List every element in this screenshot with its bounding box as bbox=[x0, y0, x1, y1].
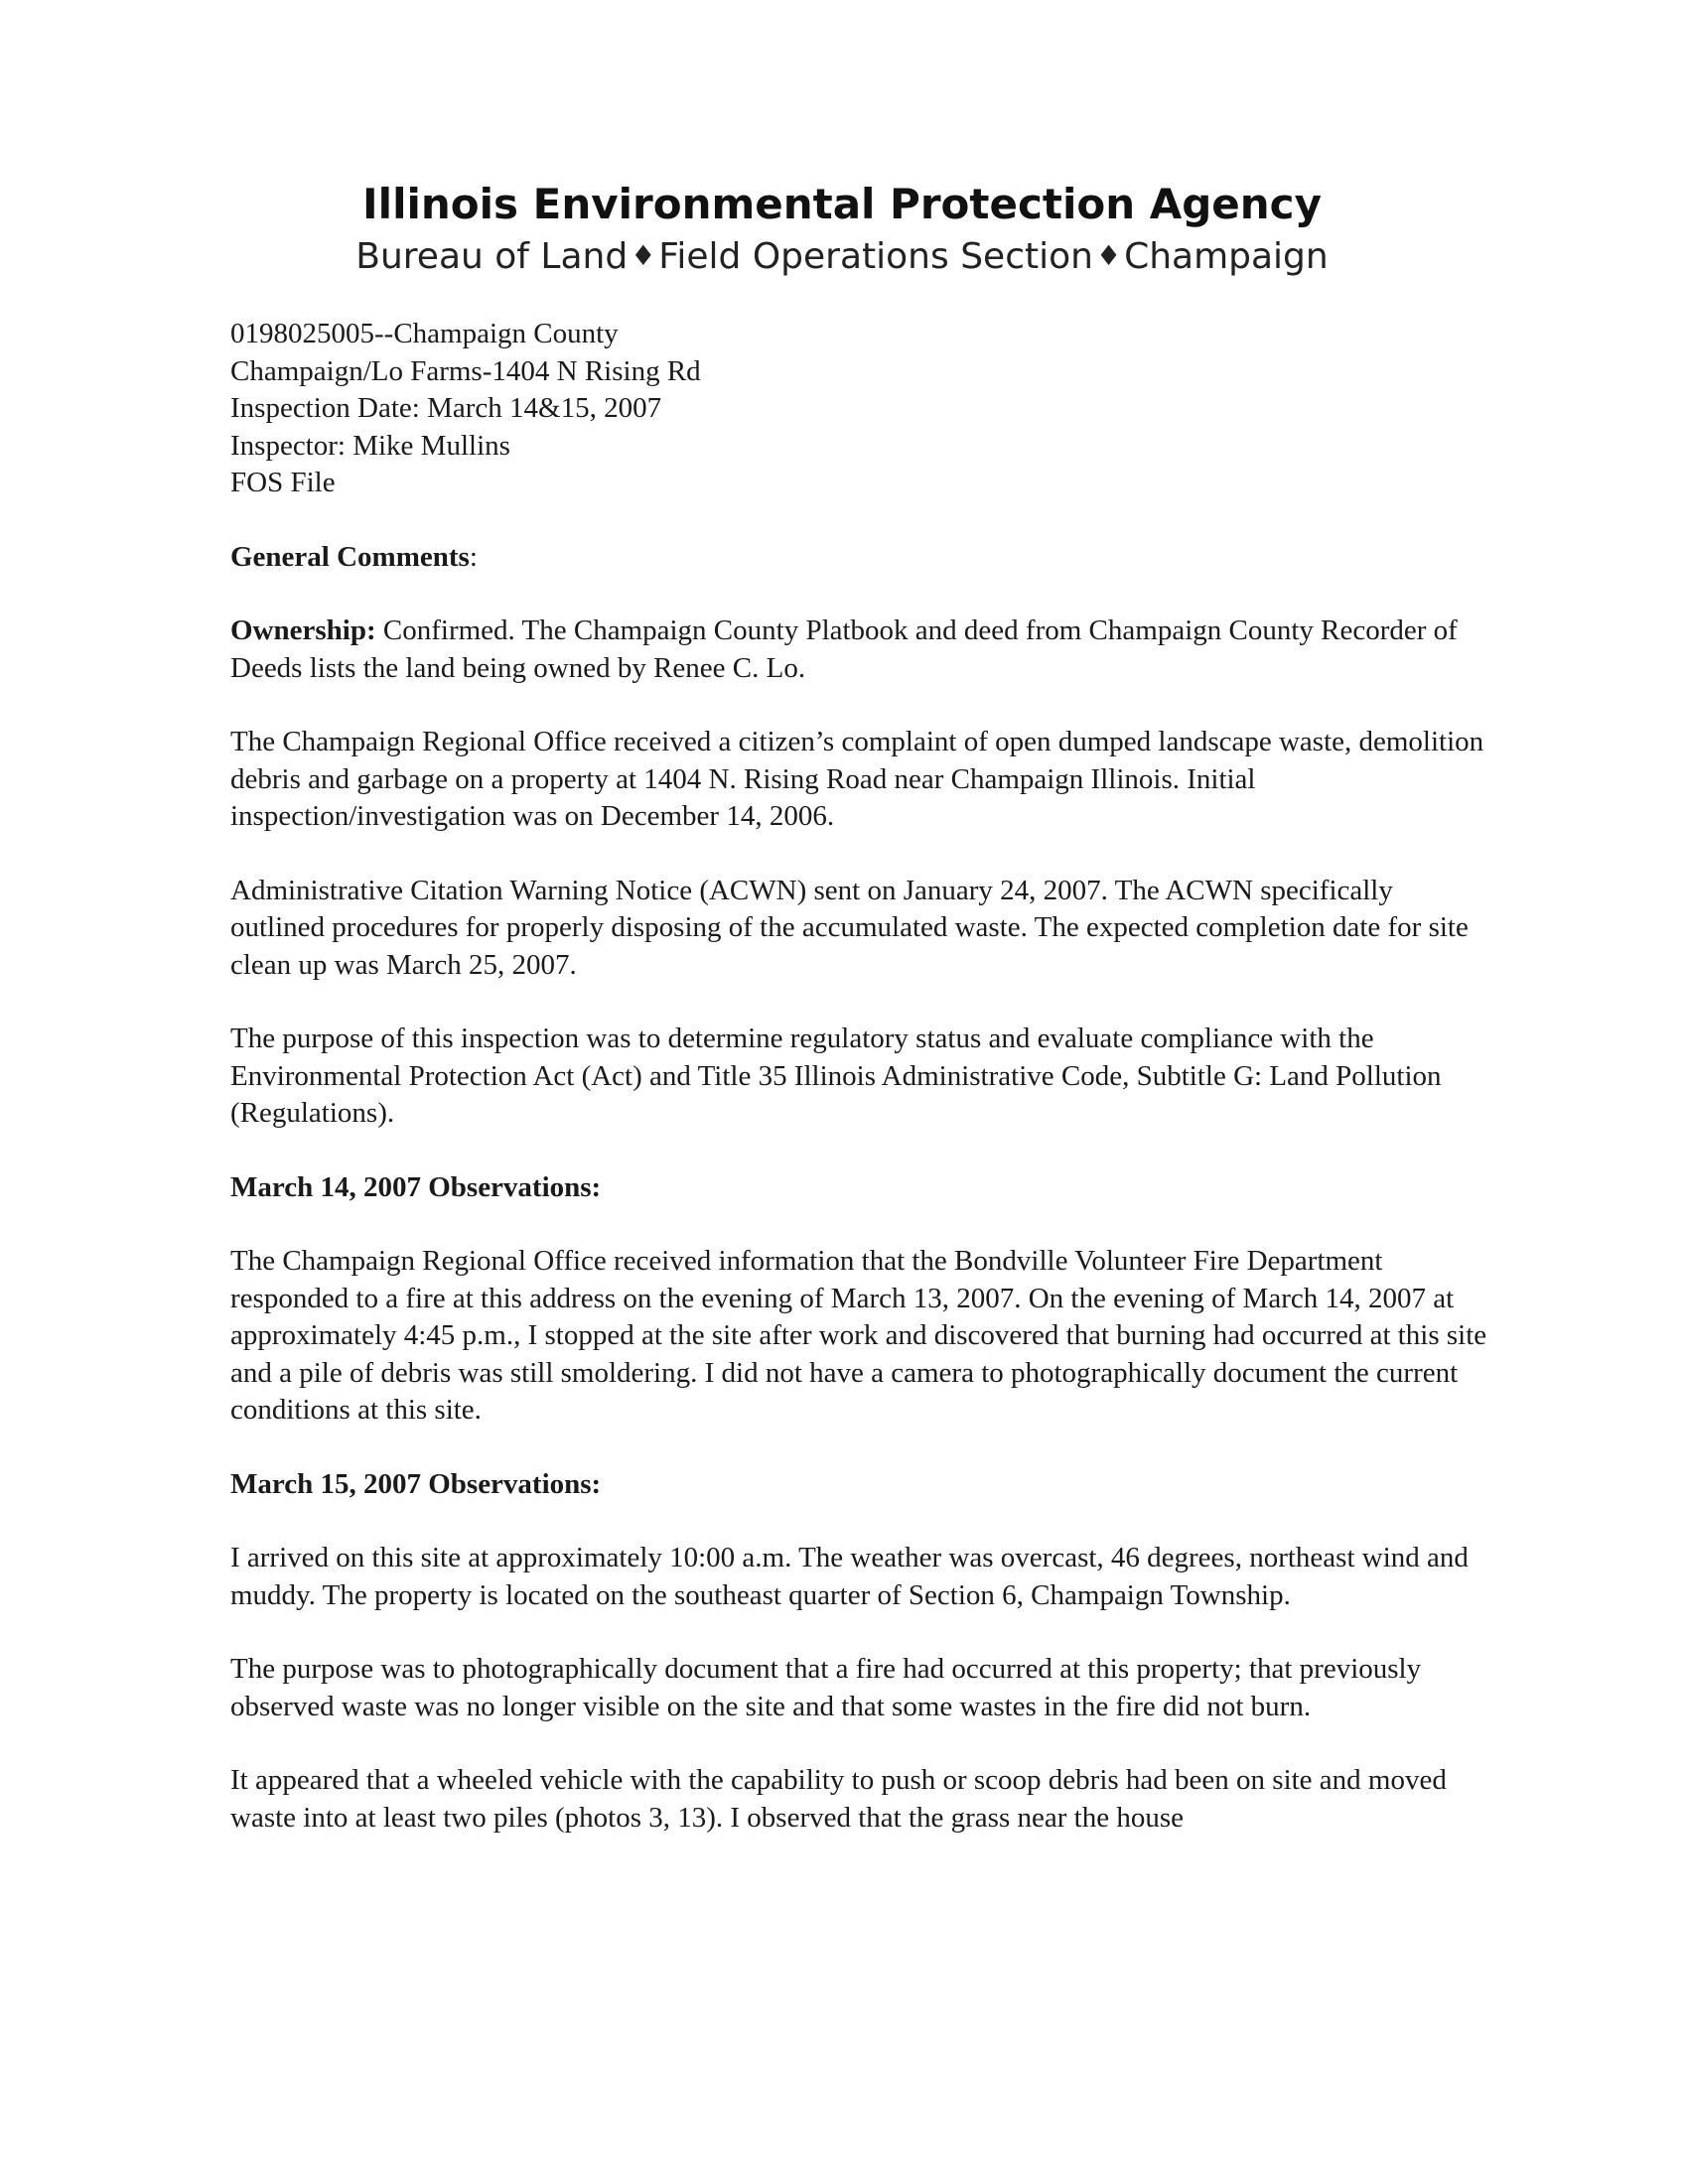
march15-vehicle-paragraph: It appeared that a wheeled vehicle with the capability to push or scoop debris had been on site and moved waste into at least two piles (photos 3, 13). I observed that the grass near the house bbox=[230, 1764, 1447, 1834]
march14-heading: March 14, 2007 Observations: bbox=[230, 1170, 602, 1203]
site-id-line: 0198025005--Champaign County bbox=[230, 318, 619, 349]
diamond-separator-icon: ♦ bbox=[1095, 239, 1122, 272]
inspection-date-line: Inspection Date: March 14&15, 2007 bbox=[230, 392, 662, 424]
letterhead bbox=[0, 177, 1684, 284]
bureau-part-land: Bureau of Land bbox=[355, 236, 629, 277]
document-body bbox=[230, 316, 1491, 1873]
general-comments-heading-text: General Comments bbox=[230, 540, 470, 573]
march15-heading: March 15, 2007 Observations: bbox=[230, 1467, 602, 1500]
purpose-paragraph: The purpose of this inspection was to determine regulatory status and evaluate compliance with the Environmental Protection Act (Act) and Title 35 Illinois Administrative Code, Subtitle G: Land Pollution (Regulations). bbox=[230, 1023, 1442, 1129]
march15-arrival-paragraph: I arrived on this site at approximately 10:00 a.m. The weather was overcast, 46 degrees, northeast wind and muddy. The property is located on the southeast quarter of Section 6, Champaign Township. bbox=[230, 1542, 1469, 1611]
complaint-paragraph: The Champaign Regional Office received a citizen’s complaint of open dumped landscape waste, demolition debris and garbage on a property at 1404 N. Rising Road near Champaign Illinois. Initial inspection/investigation was on December 14, 2006. bbox=[230, 726, 1484, 832]
site-info-block bbox=[230, 316, 1491, 502]
inspector-line: Inspector: Mike Mullins bbox=[230, 429, 510, 462]
bureau-part-section: Field Operations Section bbox=[658, 236, 1093, 277]
site-name-line: Champaign/Lo Farms-1404 N Rising Rd bbox=[230, 354, 701, 387]
agency-title: Illinois Environmental Protection Agency bbox=[362, 180, 1322, 228]
march14-paragraph: The Champaign Regional Office received information that the Bondville Volunteer Fire Department responded to a fire at this address on the evening of March 13, 2007. On the evening of March 14, 2007 at approximately 4:45 p.m., I stopped at the site after work and discovered that burning had occurred at this site and a pile of debris was still smoldering. I did not have a camera to photographically document the current conditions at this site. bbox=[230, 1245, 1487, 1426]
acwn-paragraph: Administrative Citation Warning Notice (ACWN) sent on January 24, 2007. The ACWN specifically outlined procedures for properly disposing of the accumulated waste. The expected completion date for site clean up was March 25, 2007. bbox=[230, 874, 1469, 981]
bureau-line bbox=[0, 232, 1684, 284]
ownership-label: Ownership: bbox=[230, 614, 376, 646]
general-comments-heading bbox=[230, 539, 1491, 577]
ownership-text: Confirmed. The Champaign County Platbook and deed from Champaign County Recorder of Deeds lists the land being owned by Renee C. Lo. bbox=[230, 614, 1458, 684]
ownership-paragraph bbox=[230, 613, 1491, 687]
file-line: FOS File bbox=[230, 467, 336, 498]
general-comments-colon: : bbox=[469, 540, 478, 573]
march15-purpose-paragraph: The purpose was to photographically document that a fire had occurred at this property; that previously observed waste was no longer visible on the site and that some wastes in the fire did not burn. bbox=[230, 1653, 1422, 1722]
bureau-part-office: Champaign bbox=[1124, 236, 1329, 277]
diamond-separator-icon: ♦ bbox=[631, 239, 656, 272]
